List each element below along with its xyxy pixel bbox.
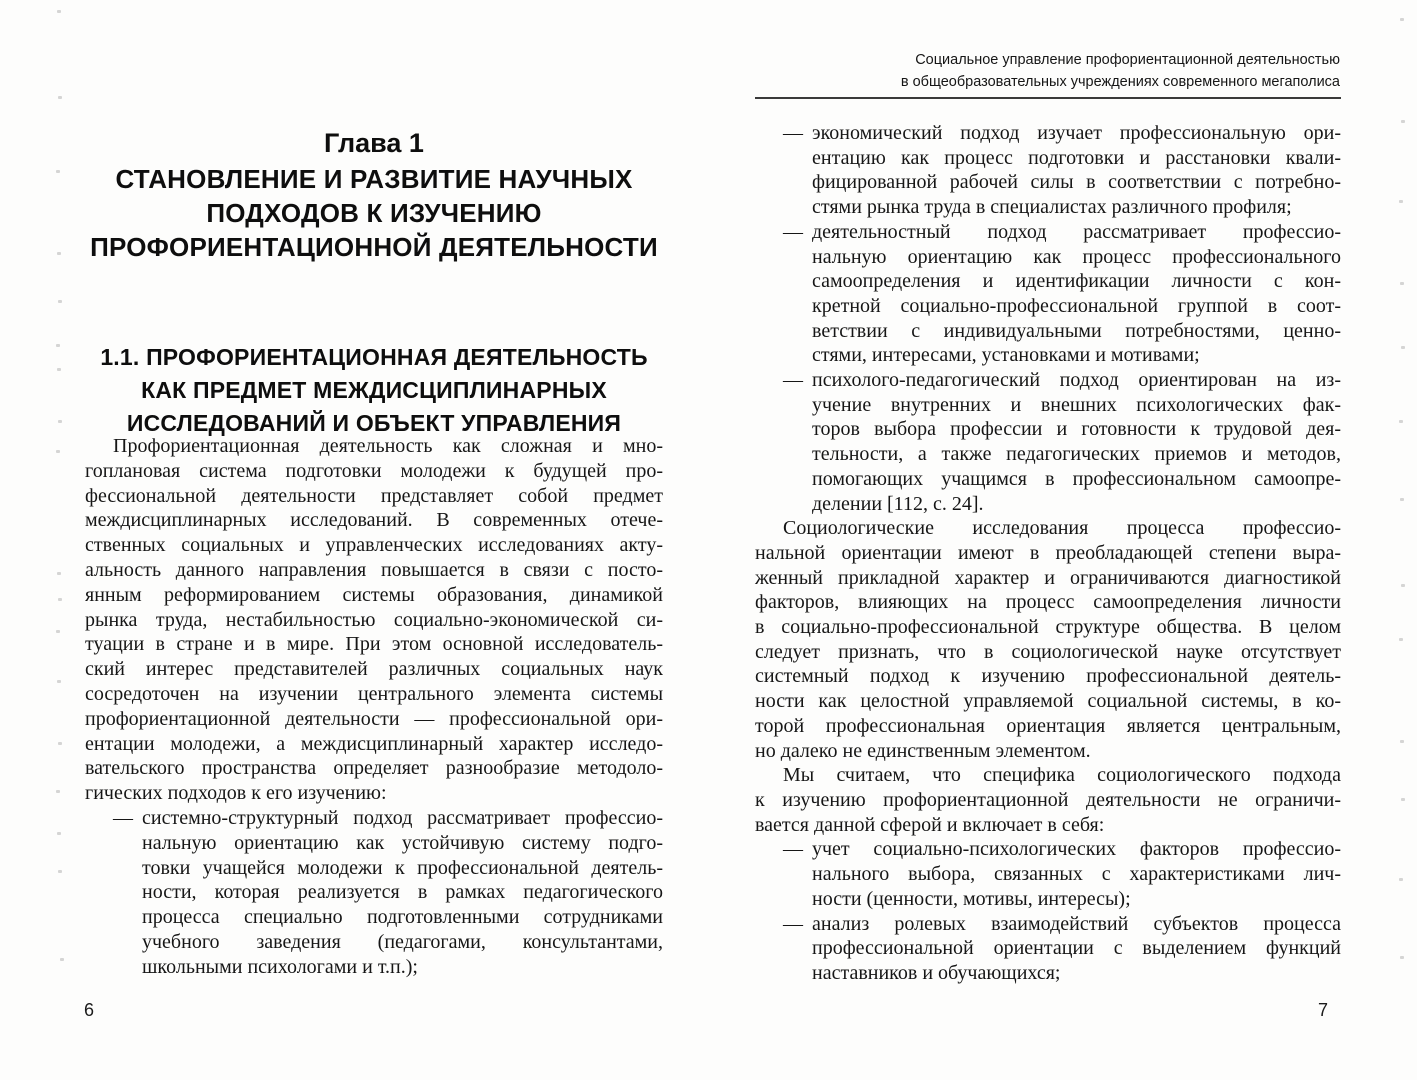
- text-line: психолого-педагогический подход ориентирован на из-: [812, 369, 1341, 392]
- list-item: [755, 368, 1341, 516]
- scan-speck: [56, 790, 60, 793]
- text-line: нальную ориентацию как устойчивую систему подго-: [142, 831, 663, 854]
- text-line: вается данной сферой и включает в себя:: [755, 813, 1105, 836]
- scan-speck: [1399, 200, 1403, 203]
- right-page-body-text: [755, 121, 1341, 986]
- text-line: экономический подход изучает профессиональную ори-: [812, 122, 1341, 144]
- scan-speck: [1400, 740, 1404, 743]
- text-line: к изучению профориентационной деятельности не ограничи-: [755, 788, 1341, 811]
- text-line: учебного заведения (педагогами, консультантами,: [142, 930, 663, 953]
- dash-bullet-marker: —: [113, 806, 133, 829]
- text-line: ветствии с индивидуальными потребностями, ценно-: [812, 319, 1341, 342]
- text-line: фицированной рабочей силы в соответствии с потребно-: [812, 171, 1341, 194]
- text-line: Социологические исследования процесса профессио-: [783, 517, 1341, 540]
- text-line: гоплановая система подготовки молодежи к будущей про-: [85, 459, 663, 482]
- scan-speck: [56, 630, 60, 633]
- text-line: факторов, влияющих на процесс самоопределения личности: [755, 591, 1341, 614]
- scan-speck: [1401, 798, 1405, 801]
- scan-speck: [57, 368, 61, 371]
- text-line: тельности, а также педагогических приемов и методов,: [812, 443, 1341, 466]
- text-line: Мы считаем, что специфика социологического подхода: [783, 764, 1341, 787]
- scan-speck: [57, 252, 61, 255]
- text-line: ности (ценности, мотивы, интересы);: [812, 887, 1131, 910]
- text-line: КАК ПРЕДМЕТ МЕЖДИСЦИПЛИНАРНЫХ: [141, 377, 607, 403]
- scan-speck: [1401, 584, 1405, 587]
- scan-speck: [1399, 638, 1403, 641]
- list-item: [755, 912, 1341, 986]
- text-line: системный подход к изучению профессиональной деятель-: [755, 665, 1341, 688]
- scan-speck: [57, 832, 61, 835]
- text-line: 1.1. ПРОФОРИЕНТАЦИОННАЯ ДЕЯТЕЛЬНОСТЬ: [100, 344, 648, 370]
- scan-speck: [58, 420, 62, 423]
- scan-speck: [1401, 120, 1405, 123]
- text-line: янным реформированием системы образования, динамикой: [85, 583, 663, 606]
- text-line: ПРОФОРИЕНТАЦИОННОЙ ДЕЯТЕЛЬНОСТИ: [90, 232, 658, 262]
- running-head: [755, 50, 1340, 93]
- chapter-title: [85, 162, 663, 264]
- text-line: рынка труда, нестабильностью социально-экономической си-: [85, 608, 663, 631]
- text-line: Профориентационная деятельность как сложная и мно-: [113, 435, 663, 457]
- text-line: ский интерес представителей различных социальных наук: [85, 658, 663, 681]
- text-line: самоопределения и идентификации личности с кон-: [812, 270, 1341, 293]
- text-line: нального выбора, связанных с характеристиками лич-: [812, 863, 1341, 886]
- text-line: анализ ролевых взаимодействий субъектов процесса: [812, 912, 1341, 935]
- scan-speck: [58, 96, 62, 99]
- scan-speck: [58, 598, 62, 601]
- text-line: в общеобразовательных учреждениях современного мегаполиса: [900, 73, 1340, 90]
- dash-bullet-marker: —: [783, 912, 803, 935]
- text-line: стями, интересами, установками и мотивами;: [812, 344, 1200, 367]
- scan-speck: [57, 572, 61, 575]
- scan-speck: [1401, 346, 1405, 349]
- scan-speck: [1399, 878, 1403, 881]
- text-line: системно-структурный подход рассматривает профессио-: [142, 806, 663, 829]
- text-line: ентации молодежи, а междисциплинарный характер исследо-: [85, 732, 663, 755]
- text-line: профориентационной деятельности — профессиональной ори-: [85, 707, 663, 730]
- text-line: женный прикладной характер и ограничиваются диагностикой: [755, 566, 1341, 589]
- scan-speck: [57, 10, 61, 13]
- scan-speck: [56, 344, 60, 347]
- text-line: альность данного направления повышается в связи с посто-: [85, 558, 663, 581]
- scan-speck: [57, 680, 61, 683]
- scan-speck: [58, 300, 62, 303]
- text-line: нальную ориентацию как процесс профессионального: [812, 245, 1341, 268]
- scan-speck: [56, 170, 60, 173]
- text-line: торов выбора профессии и готовности к трудовой дея-: [812, 418, 1341, 441]
- scan-speck: [60, 958, 64, 961]
- scan-speck: [1400, 956, 1404, 959]
- scan-speck: [58, 742, 62, 745]
- text-line: ентацию как процесс подготовки и расстановки квали-: [812, 146, 1341, 169]
- text-line: помогающих учащимся в профессиональном самоопре-: [812, 467, 1341, 490]
- text-line: наставников и обучающихся;: [812, 961, 1061, 984]
- dash-bullet-marker: —: [783, 369, 803, 392]
- scan-speck: [56, 450, 60, 453]
- paragraph: [755, 763, 1341, 837]
- scan-speck: [58, 870, 62, 873]
- text-line: школьными психологами и т.п.);: [142, 955, 418, 978]
- text-line: гических подходов к его изучению:: [85, 782, 387, 805]
- chapter-heading: [85, 124, 663, 264]
- text-line: нальной ориентации имеют в преобладающей степени выра-: [755, 541, 1341, 564]
- text-line: ПОДХОДОВ К ИЗУЧЕНИЮ: [206, 198, 542, 228]
- text-line: фессиональной деятельности представляет собой предмет: [85, 484, 663, 507]
- text-line: товки учащейся молодежи к профессиональной деятель-: [142, 856, 663, 879]
- text-line: профессиональной ориентации с выделением функций: [812, 937, 1341, 960]
- text-line: ИССЛЕДОВАНИЙ И ОБЪЕКТ УПРАВЛЕНИЯ: [126, 410, 622, 436]
- paragraph: [85, 434, 663, 806]
- left-page: [0, 0, 708, 1080]
- scan-speck: [1400, 18, 1404, 21]
- page-number-right: 7: [1318, 1000, 1329, 1020]
- dash-bullet-marker: —: [783, 838, 803, 861]
- text-line: процесса специально подготовленными сотрудниками: [142, 906, 663, 929]
- text-line: вательского пространства определяет разнообразие методоло-: [85, 757, 663, 780]
- text-line: торой профессиональная ориентация является центральным,: [755, 714, 1341, 737]
- list-item: [85, 806, 663, 980]
- text-line: в социально-профессиональной структуре общества. В целом: [755, 616, 1341, 639]
- text-line: стями рынка труда в специалистах различного профиля;: [812, 196, 1292, 219]
- text-line: СТАНОВЛЕНИЕ И РАЗВИТИЕ НАУЧНЫХ: [115, 164, 633, 194]
- text-line: ности, которая реализуется в рамках педагогического: [142, 881, 663, 904]
- scan-speck: [1399, 420, 1403, 423]
- paragraph: [755, 516, 1341, 763]
- text-line: деятельностный подход рассматривает профессио-: [812, 220, 1341, 243]
- text-line: сосредоточен на изучении центрального элемента системы: [85, 682, 663, 705]
- dash-bullet-marker: —: [783, 122, 803, 144]
- dash-bullet-marker: —: [783, 220, 803, 243]
- scan-speck: [1400, 282, 1404, 285]
- text-line: но далеко не единственным элементом.: [755, 739, 1091, 762]
- text-line: междисциплинарных исследований. В современных отече-: [85, 509, 663, 532]
- text-line: учет социально-психологических факторов профессио-: [812, 838, 1341, 861]
- text-line: ственных социальных и управленческих исследованиях акту-: [85, 534, 663, 557]
- text-line: кретной социально-профессиональной группой в соот-: [812, 294, 1341, 317]
- list-item: [755, 837, 1341, 911]
- right-page: [708, 0, 1417, 1080]
- text-line: ности как целостной управляемой социальной системы, в ко-: [755, 690, 1341, 713]
- chapter-number: Глава 1: [324, 128, 424, 158]
- text-line: следует признать, что в социологической науке отсутствует: [755, 640, 1341, 663]
- text-line: учение внутренних и внешних психологических фак-: [812, 393, 1341, 416]
- list-item: [755, 220, 1341, 368]
- section-heading: [85, 341, 663, 440]
- page-number-left: 6: [84, 1000, 95, 1020]
- list-item: [755, 121, 1341, 220]
- scan-speck: [1400, 498, 1404, 501]
- running-head-rule: [755, 97, 1341, 99]
- text-line: Социальное управление профориентационной деятельностью: [915, 52, 1340, 68]
- left-page-body-text: [85, 434, 663, 980]
- text-line: делении [112, с. 24].: [812, 492, 984, 515]
- text-line: туации в стране и в мире. При этом основной исследователь-: [85, 633, 663, 656]
